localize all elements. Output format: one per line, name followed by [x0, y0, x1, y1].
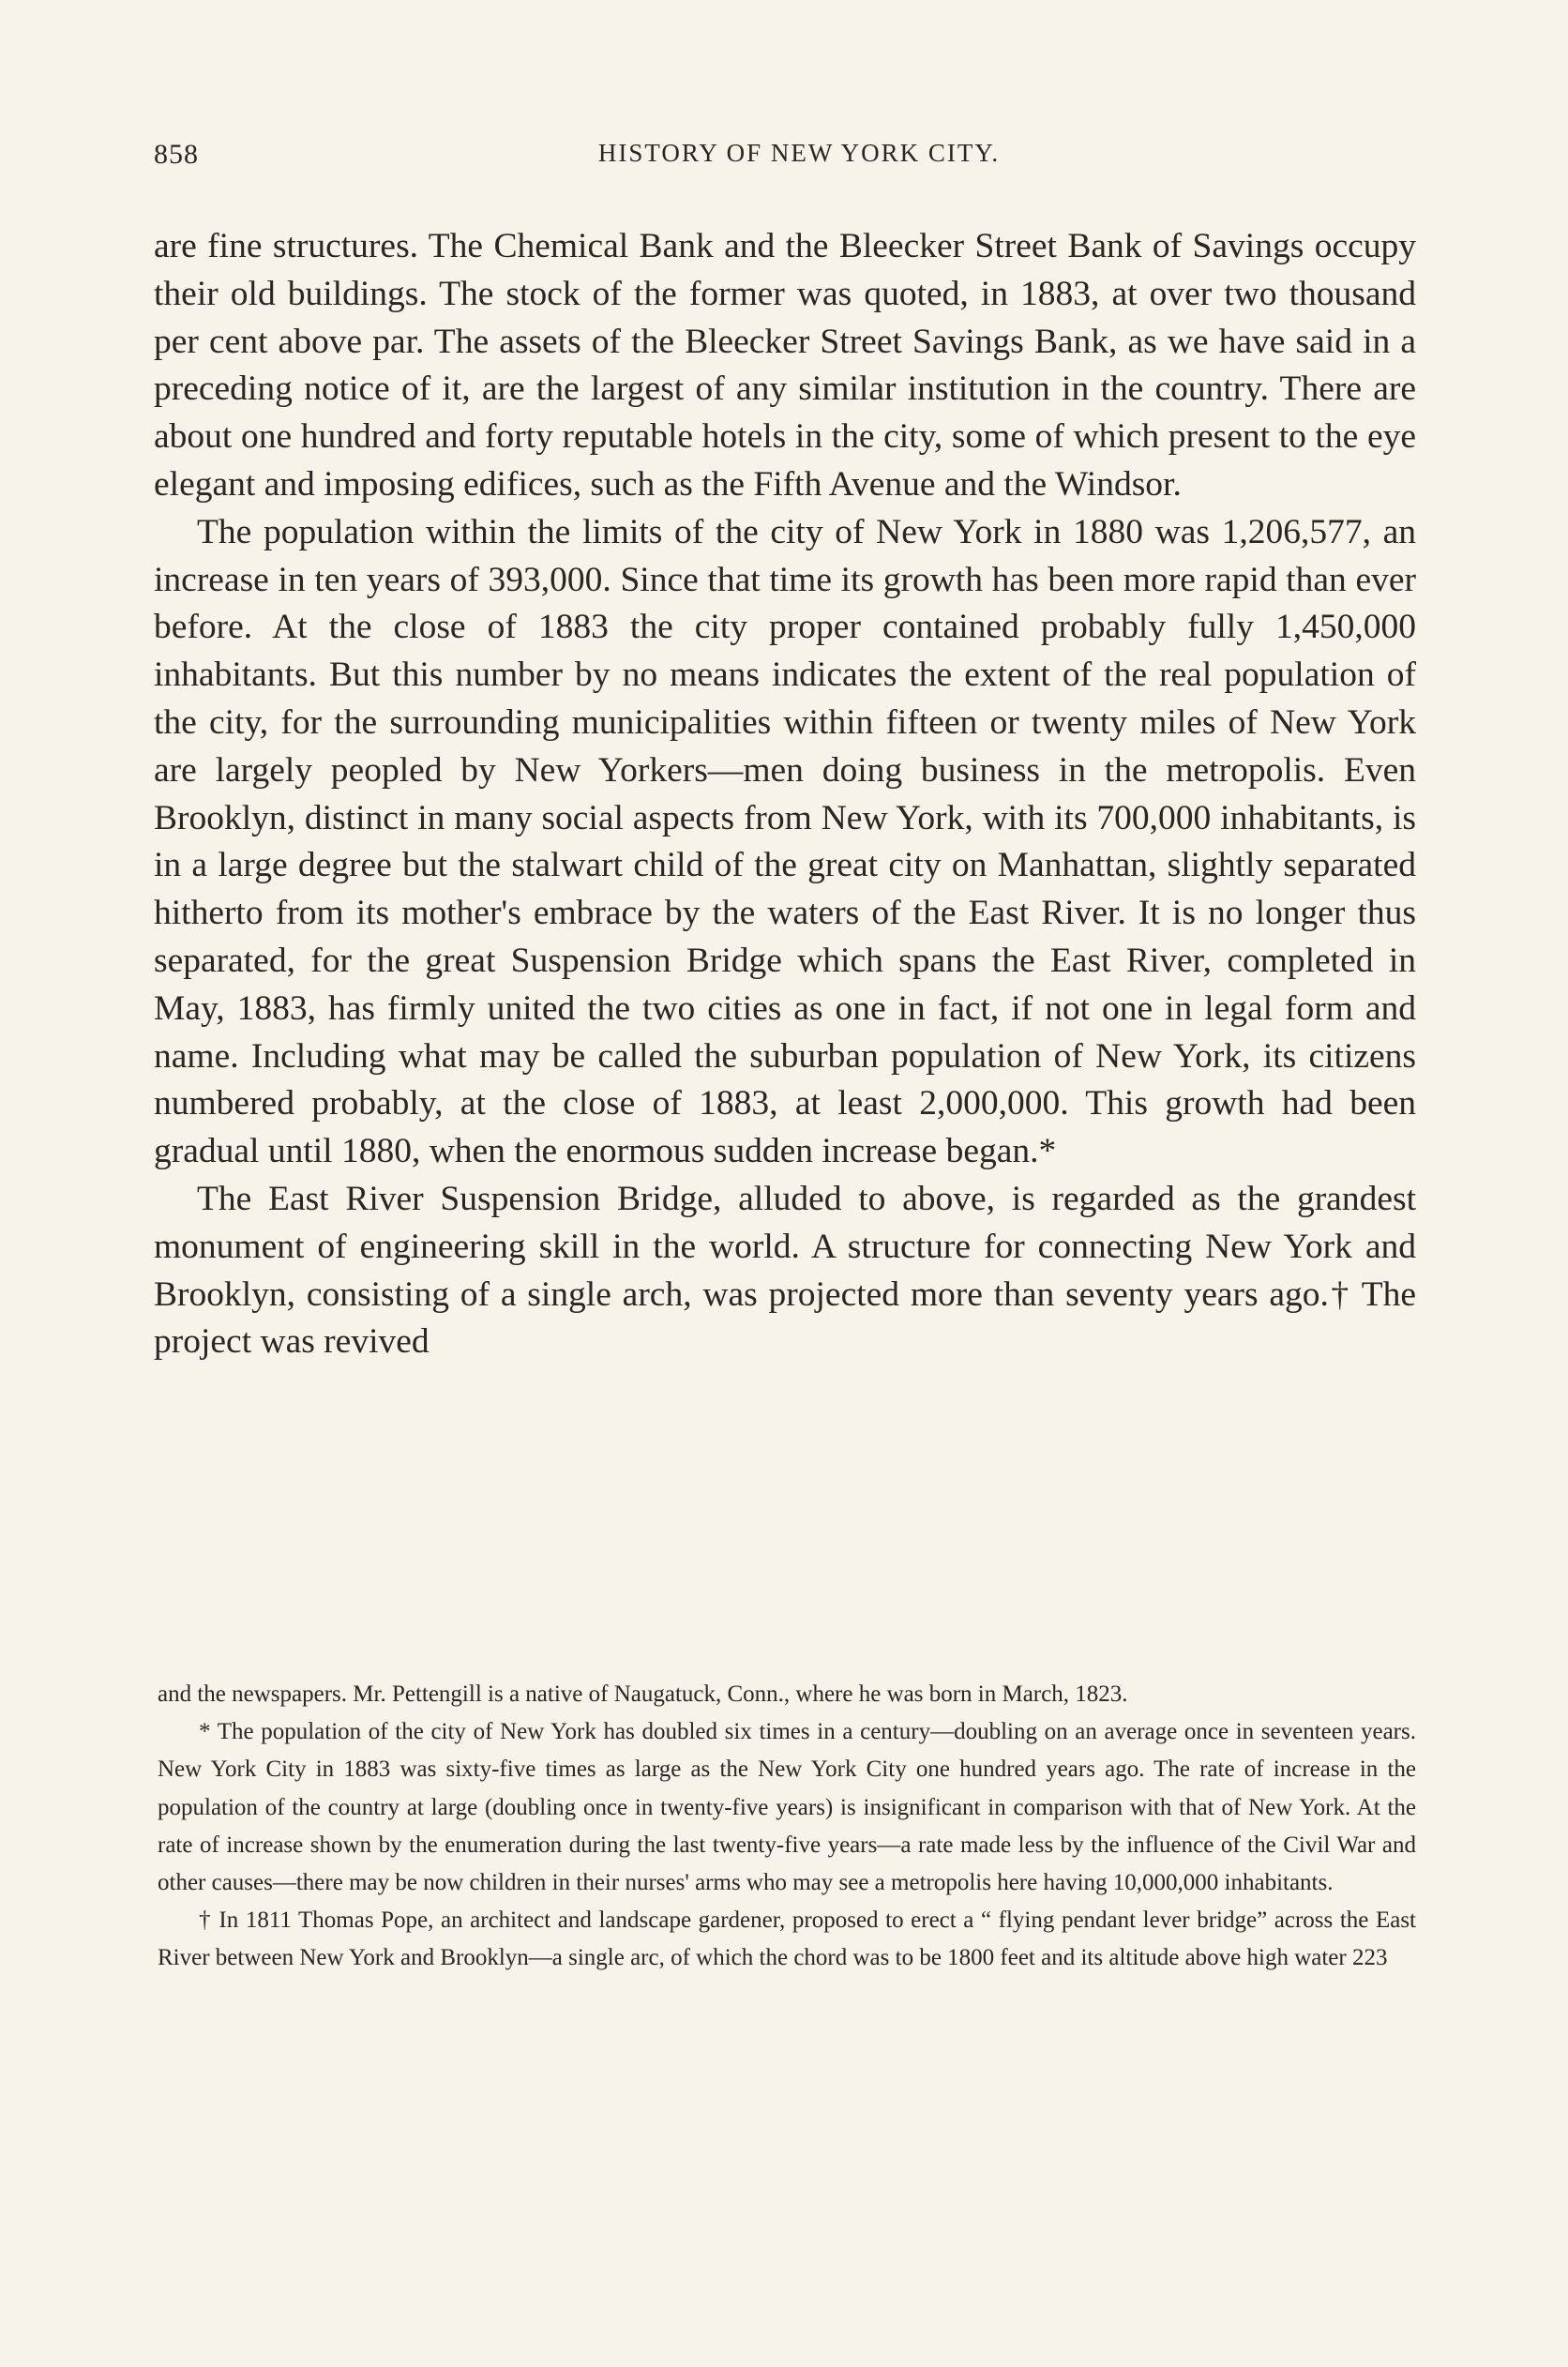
paragraph-population: The population within the limits of the city of New York in 1880 was 1,206,577, an increase in ten years of 393,000. Since that time its growth has been more rapid than ever before. At the close of 1883 the city proper contained probably fully 1,450,000 inhabitants. But this number by no means indicates the extent of the real population of the city, for the surrounding municipalities within fifteen or twenty miles of New York are largely peopled by New Yorkers—men doing business in the metropolis. Even Brooklyn, distinct in many social aspects from New York, with its 700,000 inhabitants, is in a large degree but the stalwart child of the great city on Manhattan, slightly separated hitherto from its mother's embrace by the waters of the East River. It is no longer thus separated, for the great Suspension Bridge which spans the East River, completed in May, 1883, has firmly united the two cities as one in fact, if not one in legal form and name. Including what may be called the suburban population of New York, its citizens numbered probably, at the close of 1883, at least 2,000,000. This growth had been gradual until 1880, when the enormous sudden increase began.*	[154, 512, 1416, 1171]
page-number: 858	[154, 139, 199, 170]
footnote-pope-bridge: † In 1811 Thomas Pope, an architect and landscape gardener, proposed to erect a “ flying pendant lever bridge” across the East River between New York and Brooklyn—a single arc, of which the chord was to be 1800 feet and its altitude above high water 223	[158, 1907, 1416, 1971]
body-text	[154, 223, 1416, 1366]
footnote-continued: and the newspapers. Mr. Pettengill is a native of Naugatuck, Conn., where he was born in March, 1823.	[158, 1681, 1128, 1707]
paragraph-bridge: The East River Suspension Bridge, alluded to above, is regarded as the grandest monument of engineering skill in the world. A structure for connecting New York and Brooklyn, consisting of a single arch, was projected more than seventy years ago.† The project was revived	[154, 1179, 1416, 1362]
paragraph-hotels: are fine structures. The Chemical Bank and the Bleecker Street Bank of Savings occupy their old buildings. The stock of the former was quoted, in 1883, at over two thousand per cent above par. The assets of the Bleecker Street Savings Bank, as we have said in a preceding notice of it, are the largest of any similar institution in the country. There are about one hundred and forty reputable hotels in the city, some of which present to the eye elegant and imposing edifices, such as the Fifth Avenue and the Windsor.	[154, 227, 1416, 504]
running-head	[154, 139, 1416, 176]
footnote-population: * The population of the city of New York has doubled six times in a century—doubling on an average once in seventeen years. New York City in 1883 was sixty-five times as large as the New York City one hundred years ago. The rate of increase in the population of the country at large (doubling once in twenty-five years) is insignificant in comparison with that of New York. At the rate of increase shown by the enumeration during the last twenty-five years—a rate made less by the influence of the Civil War and other causes—there may be now children in their nurses' arms who may see a metropolis here having 10,000,000 inhabitants.	[158, 1719, 1416, 1896]
running-title: HISTORY OF NEW YORK CITY.	[597, 139, 1001, 167]
footnotes	[158, 1676, 1416, 1978]
